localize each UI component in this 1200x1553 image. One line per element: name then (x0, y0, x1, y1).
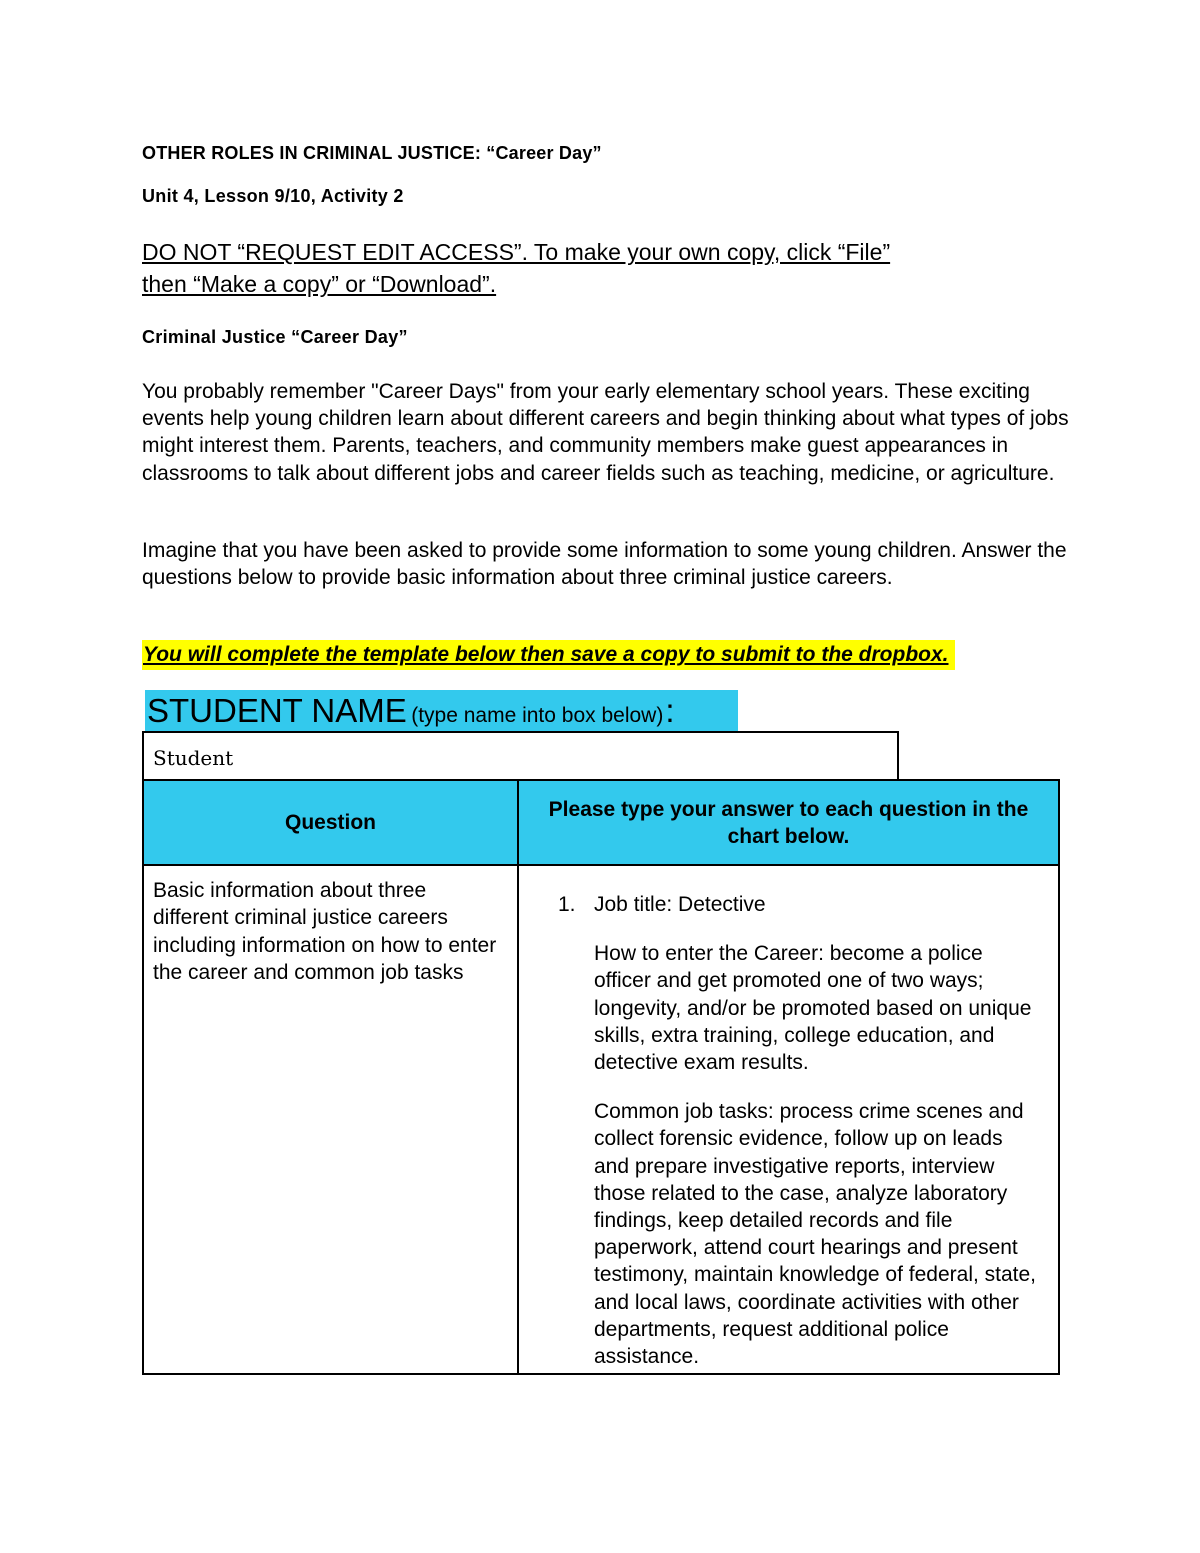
answer-column-header (518, 780, 1059, 865)
question-answer-table (142, 779, 1060, 1375)
student-name-label-main: STUDENT NAME (147, 692, 407, 729)
answer-common-tasks[interactable]: Common job tasks: process crime scenes and collect forensic evidence, follow up on leads and prepare investigative reports, interview those related to the case, analyze laboratory findings, keep detailed records and file paperwork, attend court hearings and present testimony, maintain knowledge of federal, state, and local laws, coordinate activities with other departments, request additional police assistance. (594, 1100, 1037, 1369)
intro-paragraph-2: Imagine that you have been asked to provide some information to some young children. Answer the questions below to provide basic information about three criminal justice careers. (142, 539, 1067, 590)
student-name-label (145, 690, 738, 731)
question-cell (143, 865, 518, 1374)
question-text: Basic information about three different criminal justice careers including information on how to enter the career and common job tasks (153, 879, 497, 984)
student-name-label-hint: (type name into box below) (411, 704, 664, 727)
notice-line-2: then “Make a copy” or “Download”. (142, 271, 497, 297)
edit-access-notice (142, 236, 1082, 300)
lesson-subtitle: Unit 4, Lesson 9/10, Activity 2 (142, 186, 404, 206)
notice-line-1: DO NOT “REQUEST EDIT ACCESS”. To make your own copy, click “File” (142, 239, 891, 265)
answer-list-number: 1. (558, 893, 576, 916)
intro-paragraph-1: You probably remember "Career Days" from your early elementary school years. These exciting events help young children learn about different careers and begin thinking about what types of jobs might interest them. Parents, teachers, and community members make guest appearances in classrooms to talk about different jobs and career fields such as teaching, medicine, or agriculture. (142, 380, 1069, 485)
student-name-field[interactable] (142, 731, 899, 780)
document-title: OTHER ROLES IN CRIMINAL JUSTICE: “Career Day” (142, 143, 602, 163)
section-heading: Criminal Justice “Career Day” (142, 327, 408, 347)
highlighted-instruction: You will complete the template below then save a copy to submit to the dropbox. (142, 640, 955, 670)
answer-cell[interactable] (518, 865, 1059, 1374)
answer-list-item[interactable] (520, 867, 1057, 1370)
answer-job-title[interactable]: Job title: Detective (594, 893, 766, 916)
question-column-header: Question (143, 780, 518, 865)
table-row (143, 865, 1059, 1374)
table-header-row (143, 780, 1059, 865)
answer-column-header-text: Please type your answer to each question in the chart below. (548, 797, 1029, 848)
answer-how-to-enter[interactable]: How to enter the Career: become a police officer and get promoted one of two ways; longevity, and/or be promoted based on unique skills, extra training, college education, and detective exam results. (594, 942, 1032, 1075)
student-name-label-colon: : (665, 692, 675, 729)
student-name-value[interactable]: Student (153, 746, 234, 770)
